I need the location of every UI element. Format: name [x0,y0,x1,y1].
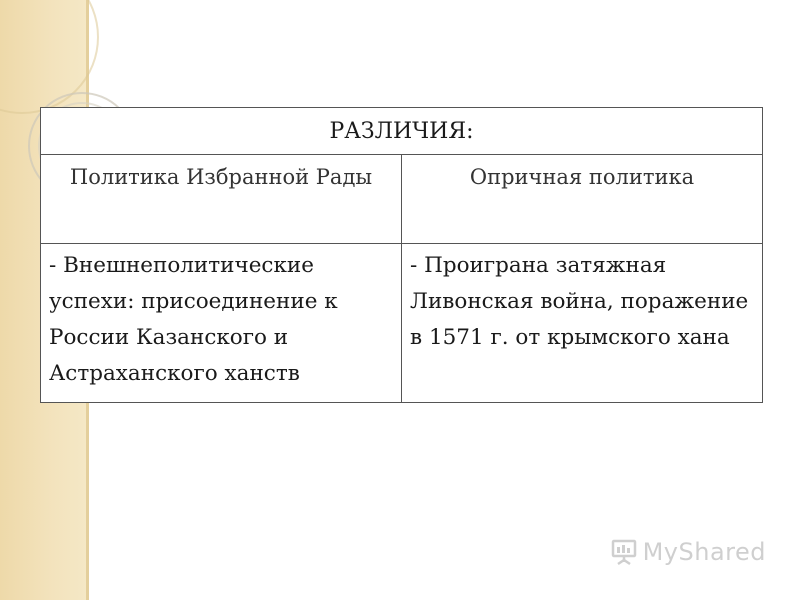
table-row [41,244,763,403]
table-header-row [41,108,763,155]
watermark-logo [611,538,766,566]
table-cell-chosen-council: - Внешнеполитические успехи: присоединение к России Казанского и Астраханского ханств [41,244,402,403]
column-header-oprichnina: Опричная политика [402,155,763,244]
table-column-header-row [41,155,763,244]
watermark-text: MyShared [642,538,766,566]
table-title: РАЗЛИЧИЯ: [41,108,763,155]
differences-table [40,107,763,403]
column-header-chosen-council: Политика Избранной Рады [41,155,402,244]
table-cell-oprichnina: - Проиграна затяжная Ливонская война, поражение в 1571 г. от крымского хана [402,244,763,403]
myshared-logo-icon [611,538,637,566]
